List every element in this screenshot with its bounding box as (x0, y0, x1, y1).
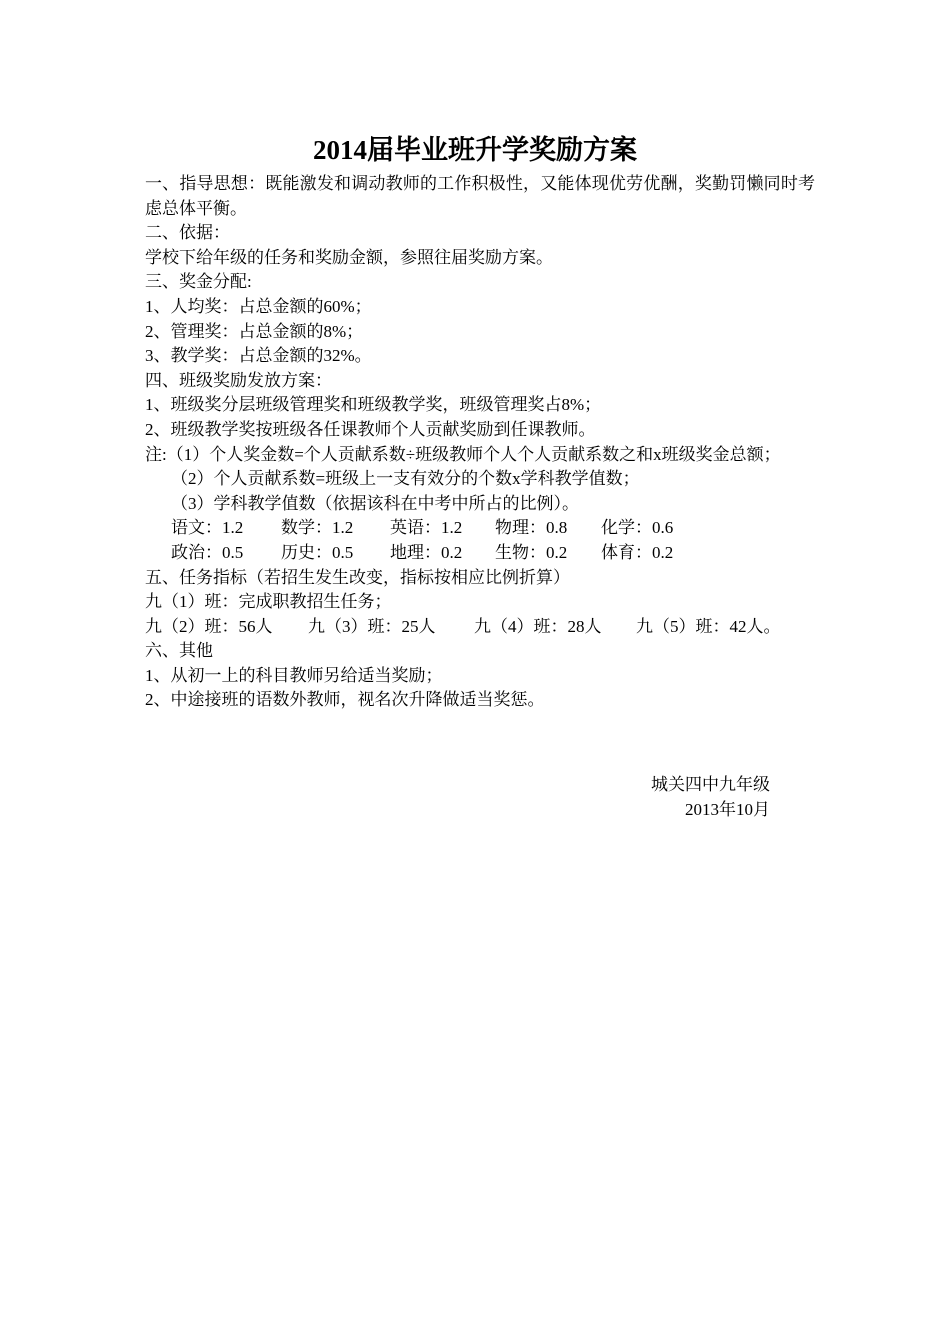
other-item: 2、中途接班的语数外教师，视名次升降做适当奖惩。 (145, 690, 545, 710)
class-item: 1、班级奖分层班级管理奖和班级教学奖，班级管理奖占8%； (145, 395, 602, 415)
class-item: 2、班级教学奖按班级各任课教师个人贡献奖励到任课教师。 (145, 419, 596, 439)
subject-value: 地理：0.2 (390, 542, 463, 562)
other-item: 1、从初一上的科目教师另给适当奖励； (145, 665, 443, 685)
note-item-2: （2）个人贡献系数=班级上一支有效分的个数x学科教学值数； (171, 469, 640, 489)
class-quota: 九（4）班：28人 (474, 616, 602, 636)
basis-text: 学校下给年级的任务和奖励金额，参照往届奖励方案。 (145, 247, 553, 267)
subject-value: 语文：1.2 (171, 518, 244, 538)
subject-value: 化学：0.6 (601, 518, 674, 538)
subject-value: 政治：0.5 (171, 542, 244, 562)
task-quotas-row (145, 615, 815, 640)
subject-value: 英语：1.2 (390, 518, 463, 538)
subject-value: 体育：0.2 (601, 542, 674, 562)
subject-values-row (145, 541, 815, 566)
distribution-item: 1、人均奖：占总金额的60%； (145, 296, 372, 316)
subject-value: 数学：1.2 (281, 518, 354, 538)
subject-value: 物理：0.8 (495, 518, 568, 538)
subject-value: 历史：0.5 (281, 542, 354, 562)
distribution-heading: 三、奖金分配: (145, 272, 252, 292)
other-heading: 六、其他 (145, 641, 213, 661)
basis-heading: 二、依据： (145, 223, 230, 243)
class-heading: 四、班级奖励发放方案： (145, 370, 332, 390)
distribution-item: 2、管理奖：占总金额的8%； (145, 321, 364, 341)
guideline-paragraph: 一、指导思想：既能激发和调动教师的工作积极性，又能体现优劳优酬，奖勤罚懒同时考虑总体平衡。 (145, 174, 815, 218)
class-quota: 九（3）班：25人 (308, 616, 436, 636)
signature-organization: 城关四中九年级 (651, 775, 770, 794)
class-quota: 九（5）班：42人。 (636, 616, 781, 636)
distribution-item: 3、教学奖：占总金额的32%。 (145, 346, 372, 366)
task-heading: 五、任务指标（若招生发生改变，指标按相应比例折算） (145, 567, 570, 587)
subject-value: 生物：0.2 (495, 542, 568, 562)
task-class-1: 九（1）班：完成职教招生任务； (145, 592, 392, 612)
document-title: 2014届毕业班升学奖励方案 (313, 135, 637, 165)
subject-values-row (145, 516, 815, 541)
class-quota: 九（2）班：56人 (145, 616, 273, 636)
signature-date: 2013年10月 (685, 800, 770, 819)
document-body (145, 172, 815, 713)
note-paragraph: 注:（1）个人奖金数=个人贡献系数÷班级教师个人个人贡献系数之和x班级奖金总额； (145, 444, 781, 464)
note-item-3: （3）学科教学值数（依据该科在中考中所占的比例）。 (171, 493, 579, 513)
